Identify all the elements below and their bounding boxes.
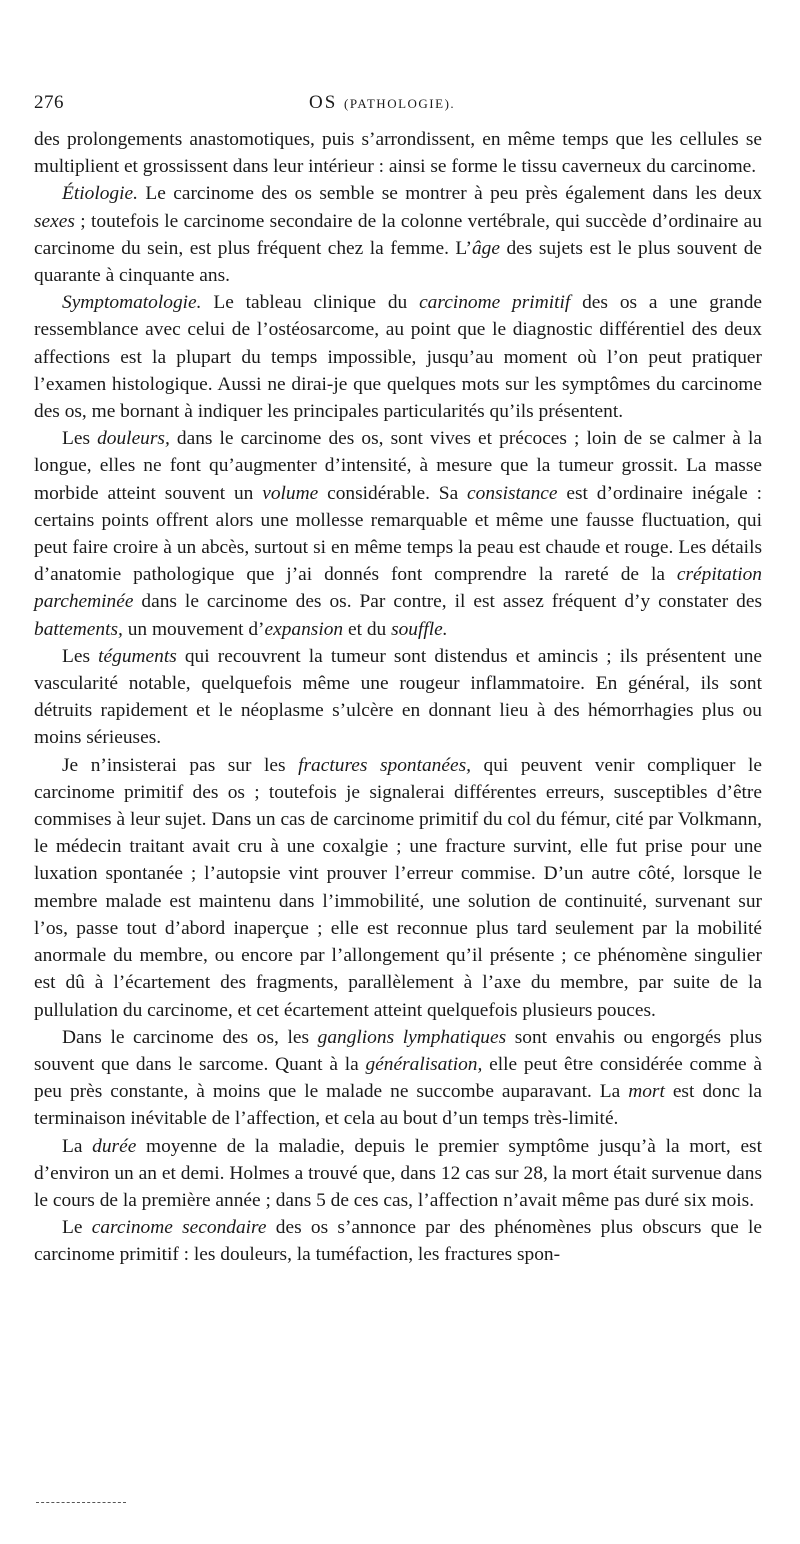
text-run: Dans le carcinome des os, les [62, 1026, 318, 1048]
italic-term: sexes [34, 210, 75, 232]
italic-term: expansion [264, 618, 344, 640]
text-run: dans le carcinome des os, sont vives et précoces ; loin de se calmer à la longue, elles ne font qu’augmenter d’intensité, à mesure que la tumeur grossit. La masse morbide atteint souvent un [34, 428, 762, 504]
text-run: des os s’annonce par des phénomènes plus obscurs que le carcinome primitif : les douleurs, la tuméfaction, les fractures spon- [34, 1217, 762, 1266]
text-run: moyenne de la maladie, depuis le premier symptôme jusqu’à la mort, est d’environ un an et demi. Holmes a trouvé que, dans 12 cas sur 28, la mort était survenue dans le cours de la première année ; dans 5 de ces cas, l’affection n’avait même pas duré six mois. [34, 1135, 762, 1211]
running-head [309, 92, 455, 114]
paragraph [34, 425, 762, 643]
paragraph [34, 1214, 762, 1268]
text-run: dans le carcinome des os. Par contre, il est assez fréquent d’y constater des [133, 591, 762, 613]
text-run: Le [62, 1217, 92, 1239]
text-run: elle peut être considérée comme à peu près constante, à moins que le malade ne succombe auparavant. La [34, 1053, 762, 1103]
italic-term: crépitation parcheminée [34, 564, 762, 613]
italic-term: battements, [34, 618, 123, 640]
text-run: Je n’insisterai pas sur les [62, 754, 299, 776]
page-number: 276 [34, 92, 64, 113]
text-run: Les [62, 645, 99, 667]
italic-term: carcinome secondaire [91, 1217, 267, 1239]
italic-term: douleurs, [97, 428, 170, 450]
paragraph-continued [34, 126, 762, 180]
paragraph [34, 180, 762, 289]
paragraph [34, 1024, 762, 1133]
italic-term: téguments [98, 645, 177, 667]
italic-term: ganglions lymphatiques [317, 1026, 507, 1048]
text-run: des prolongements anastomotiques, puis s’arrondissent, en même temps que les cellules se multiplient et grossissent dans leur intérieur : ainsi se forme le tissu caverneux du carcinome. [34, 129, 762, 178]
text-run: Le tableau clinique du [201, 292, 420, 314]
text-run: sont envahis ou engorgés plus souvent que dans le sarcome. Quant à la [34, 1026, 762, 1075]
text-run: qui peuvent venir compliquer le carcinome primitif des os ; toutefois je signalerai différentes erreurs, susceptibles d’être commises à leur sujet. Dans un cas de carcinome primitif du col du fémur, cité par Volkmann, le médecin traitant avait cru à une coxalgie ; une fracture survint, elle fut prise pour une luxation spontanée ; l’autopsie vint prouver l’erreur commise. D’un autre côté, lorsque le membre malade est maintenu dans l’immobilité, une solution de continuité, survenant sur l’os, passe tout d’abord inaperçue ; elle est reconnue plus tard seulement par la mobilité anormale du membre, ou encore par l’allongement qu’il présente ; ce phénomène singulier est dû à l’écartement des fragments, parallèlement à l’axe du membre, par suite de la pullulation du carcinome, et cet écartement atteint quelquefois plusieurs pouces. [34, 754, 762, 1021]
text-run: des sujets est le plus souvent de quarante à cinquante ans. [34, 237, 762, 287]
italic-term: durée [92, 1135, 137, 1157]
italic-term: Symptomatologie. [62, 292, 202, 314]
italic-term: généralisation, [365, 1053, 483, 1075]
running-head-main: OS [309, 92, 338, 113]
page-header [34, 92, 760, 118]
italic-term: fractures spontanées, [298, 754, 471, 776]
text-run: Les [62, 428, 98, 450]
italic-term: carcinome primitif [419, 292, 571, 314]
paragraph [34, 1133, 762, 1215]
text-run: est d’ordinaire inégale : certains points offrent alors une mollesse remarquable et même une fausse fluctuation, qui peut faire croire à un abcès, surtout si en même temps la peau est chaude et rouge. Les détails d’anatomie pathologique que j’ai donnés font comprendre la rareté de la [34, 482, 762, 586]
italic-term: mort [628, 1081, 665, 1103]
footer-rule [36, 1502, 126, 1503]
text-run: des os a une grande ressemblance avec celui de l’ostéosarcome, au point que le diagnostic différentiel des deux affections est la plupart du temps impossible, jusqu’au moment où l’on peut pratiquer l’examen histologique. Aussi ne dirai-je que quelques mots sur les symptômes du carcinome des os, me bornant à indiquer les principales particularités qu’ils présentent. [34, 292, 763, 423]
running-head-sub: (PATHOLOGIE). [344, 96, 456, 111]
text-run: un mouvement d’ [122, 618, 265, 640]
paragraph [34, 752, 762, 1024]
paragraph [34, 643, 762, 752]
italic-term: Étiologie. [62, 183, 138, 205]
text-run: Le carcinome des os semble se montrer à peu près également dans les deux [137, 183, 762, 205]
paragraph [34, 289, 762, 425]
text-run: considérable. Sa [318, 482, 468, 504]
text-run: La [62, 1135, 93, 1157]
italic-term: consistance [467, 482, 558, 504]
text-run: ; toutefois le carcinome secondaire de la colonne vertébrale, qui succède d’ordinaire au carcinome du sein, est plus fréquent chez la femme. L’ [34, 210, 762, 259]
italic-term: volume [262, 482, 319, 504]
text-run: et du [343, 618, 392, 640]
body-text [34, 126, 762, 1269]
text-run: est donc la terminaison inévitable de l’affection, et cela au bout d’un temps très-limité. [34, 1081, 762, 1130]
italic-term: âge [471, 237, 500, 259]
text-run: qui recouvrent la tumeur sont distendus et amincis ; ils présentent une vascularité notable, quelquefois même une rougeur inflammatoire. En général, ils sont détruits rapidement et le néoplasme s’ulcère en donnant lieu à des hémorrhagies plus ou moins sérieuses. [34, 645, 762, 749]
italic-term: souffle. [391, 618, 448, 640]
